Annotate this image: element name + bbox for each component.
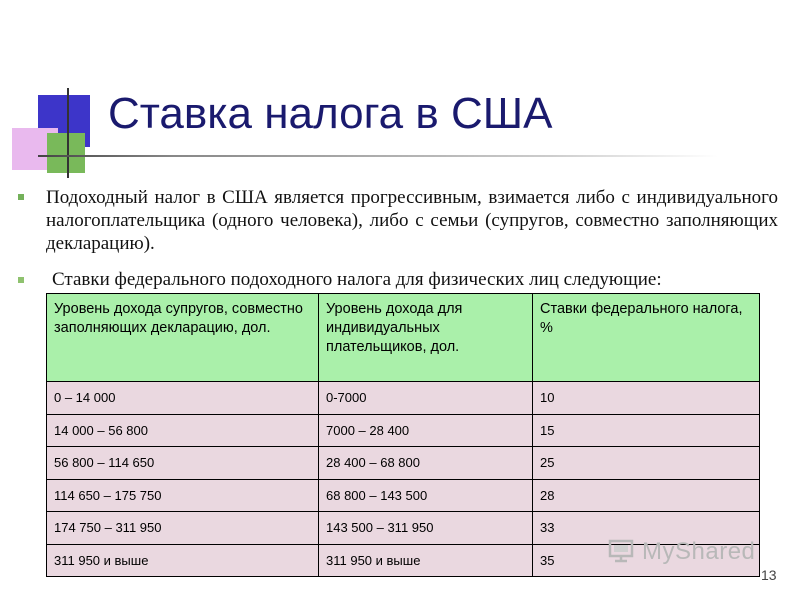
table-row <box>47 382 760 415</box>
bullet-text: Подоходный налог в США является прогрессивным, взимается либо с индивидуального налогоплательщика (одного человека), либо с семьи (супругов, совместно заполняющих декларацию). <box>46 187 778 254</box>
table-row <box>47 479 760 512</box>
cell-tax-rate: 25 <box>533 447 760 480</box>
cell-joint-income: 114 650 – 175 750 <box>47 479 319 512</box>
page-number: 13 <box>761 567 777 583</box>
bullet-marker <box>18 277 24 283</box>
header-joint-income: Уровень дохода супругов, совместно заполняющих декларацию, дол. <box>47 294 319 382</box>
slide-title: Ставка налога в США <box>108 89 553 138</box>
cell-individual-income: 311 950 и выше <box>319 544 533 577</box>
bullet-text: Ставки федерального подоходного налога для физических лиц следующие: <box>52 269 662 290</box>
cell-tax-rate: 35 <box>533 544 760 577</box>
cell-individual-income: 68 800 – 143 500 <box>319 479 533 512</box>
tax-rates-table <box>46 293 760 577</box>
table-row <box>47 447 760 480</box>
bullet-item <box>18 268 778 291</box>
cell-tax-rate: 15 <box>533 414 760 447</box>
bullet-marker <box>18 194 24 200</box>
cell-tax-rate: 10 <box>533 382 760 415</box>
cell-joint-income: 311 950 и выше <box>47 544 319 577</box>
cell-joint-income: 56 800 – 114 650 <box>47 447 319 480</box>
cell-individual-income: 143 500 – 311 950 <box>319 512 533 545</box>
table-row <box>47 414 760 447</box>
table-header-row <box>47 294 760 382</box>
cell-tax-rate: 33 <box>533 512 760 545</box>
decor-vertical-line <box>67 88 69 178</box>
bullet-item <box>18 186 778 255</box>
cell-individual-income: 0-7000 <box>319 382 533 415</box>
watermark <box>608 538 755 566</box>
cell-individual-income: 28 400 – 68 800 <box>319 447 533 480</box>
title-underline <box>38 155 718 157</box>
header-individual-income: Уровень дохода для индивидуальных плательщиков, дол. <box>319 294 533 382</box>
decor-green-square <box>47 133 85 173</box>
cell-joint-income: 0 – 14 000 <box>47 382 319 415</box>
header-tax-rate: Ставки федерального налога, % <box>533 294 760 382</box>
watermark-text: MyShared <box>642 538 756 565</box>
cell-individual-income: 7000 – 28 400 <box>319 414 533 447</box>
presentation-screen-icon <box>608 539 638 563</box>
cell-tax-rate: 28 <box>533 479 760 512</box>
cell-joint-income: 174 750 – 311 950 <box>47 512 319 545</box>
cell-joint-income: 14 000 – 56 800 <box>47 414 319 447</box>
